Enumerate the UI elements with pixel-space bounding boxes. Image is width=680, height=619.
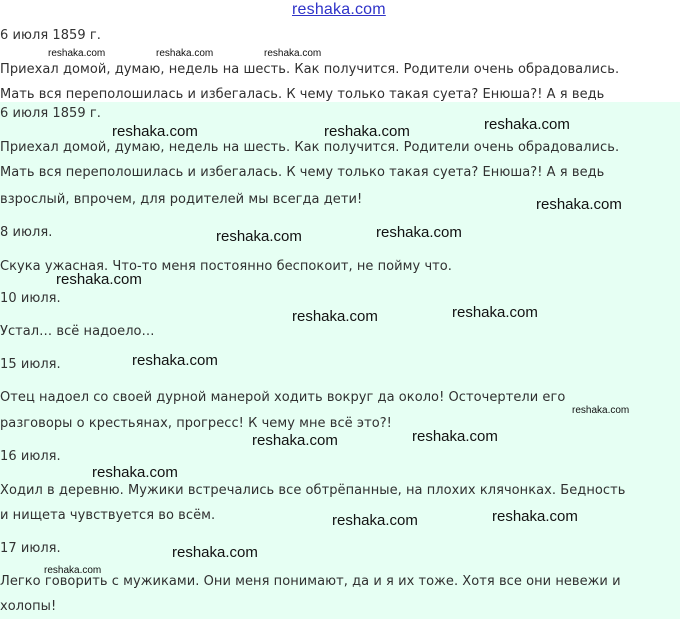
watermark-label: reshaka.com bbox=[484, 116, 570, 133]
cropped-diary-fragment bbox=[0, 24, 680, 102]
entry-date: 17 июля. bbox=[0, 541, 61, 556]
watermark-label: reshaka.com bbox=[492, 508, 578, 525]
watermark-label: reshaka.com bbox=[48, 48, 106, 59]
watermark-label: reshaka.com bbox=[536, 196, 622, 213]
entry-text-line: Скука ужасная. Что-то меня постоянно беспокоит, не пойму что. bbox=[0, 259, 452, 274]
entry-date: 16 июля. bbox=[0, 449, 61, 464]
entry-text-line: Легко говорить с мужиками. Они меня понимают, да и я их тоже. Хотя все они невежи и bbox=[0, 574, 621, 589]
watermark-label: reshaka.com bbox=[156, 48, 214, 59]
entry-text-line: Отец надоел со своей дурной манерой ходить вокруг да около! Осточертели его bbox=[0, 390, 566, 405]
watermark-label: reshaka.com bbox=[112, 123, 198, 140]
cropped-entry-date: 6 июля 1859 г. bbox=[0, 28, 101, 43]
entry-text-line: взрослый, впрочем, для родителей мы всегда дети! bbox=[0, 192, 363, 207]
entry-date: 6 июля 1859 г. bbox=[0, 106, 101, 121]
entry-date: 15 июля. bbox=[0, 357, 61, 372]
entry-date: 8 июля. bbox=[0, 225, 53, 240]
watermark-label: reshaka.com bbox=[292, 308, 378, 325]
entry-text-line: и нищета чувствуется во всём. bbox=[0, 508, 216, 523]
watermark-label: reshaka.com bbox=[412, 428, 498, 445]
watermark-label: reshaka.com bbox=[56, 271, 142, 288]
watermark-label: reshaka.com bbox=[264, 48, 322, 59]
watermark-label: reshaka.com bbox=[216, 228, 302, 245]
site-brand-link[interactable]: reshaka.com bbox=[292, 1, 386, 18]
entry-text-line: Приехал домой, думаю, недель на шесть. Как получится. Родители очень обрадовались. bbox=[0, 140, 620, 155]
watermark-label: reshaka.com bbox=[452, 304, 538, 321]
cropped-entry-line: Мать вся переполошилась и избегалась. К чему только такая суета? Енюша?! А я ведь bbox=[0, 87, 605, 102]
diary-content-panel bbox=[0, 102, 680, 619]
entry-text-line: разговоры о крестьянах, прогресс! К чему мне всё это?! bbox=[0, 416, 392, 431]
entry-text-line: Мать вся переполошилась и избегалась. К чему только такая суета? Енюша?! А я ведь bbox=[0, 165, 605, 180]
entry-text-line: Устал… всё надоело… bbox=[0, 324, 155, 339]
watermark-label: reshaka.com bbox=[44, 565, 102, 576]
watermark-label: reshaka.com bbox=[324, 123, 410, 140]
watermark-label: reshaka.com bbox=[572, 405, 630, 416]
watermark-label: reshaka.com bbox=[132, 352, 218, 369]
cropped-entry-line: Приехал домой, думаю, недель на шесть. Как получится. Родители очень обрадовались. bbox=[0, 62, 620, 77]
watermark-label: reshaka.com bbox=[376, 224, 462, 241]
watermark-label: reshaka.com bbox=[172, 544, 258, 561]
watermark-label: reshaka.com bbox=[252, 432, 338, 449]
entry-date: 10 июля. bbox=[0, 291, 61, 306]
entry-text-line: холопы! bbox=[0, 599, 57, 614]
entry-text-line: Ходил в деревню. Мужики встречались все обтрёпанные, на плохих клячонках. Бедность bbox=[0, 483, 626, 498]
watermark-label: reshaka.com bbox=[92, 464, 178, 481]
watermark-label: reshaka.com bbox=[332, 512, 418, 529]
